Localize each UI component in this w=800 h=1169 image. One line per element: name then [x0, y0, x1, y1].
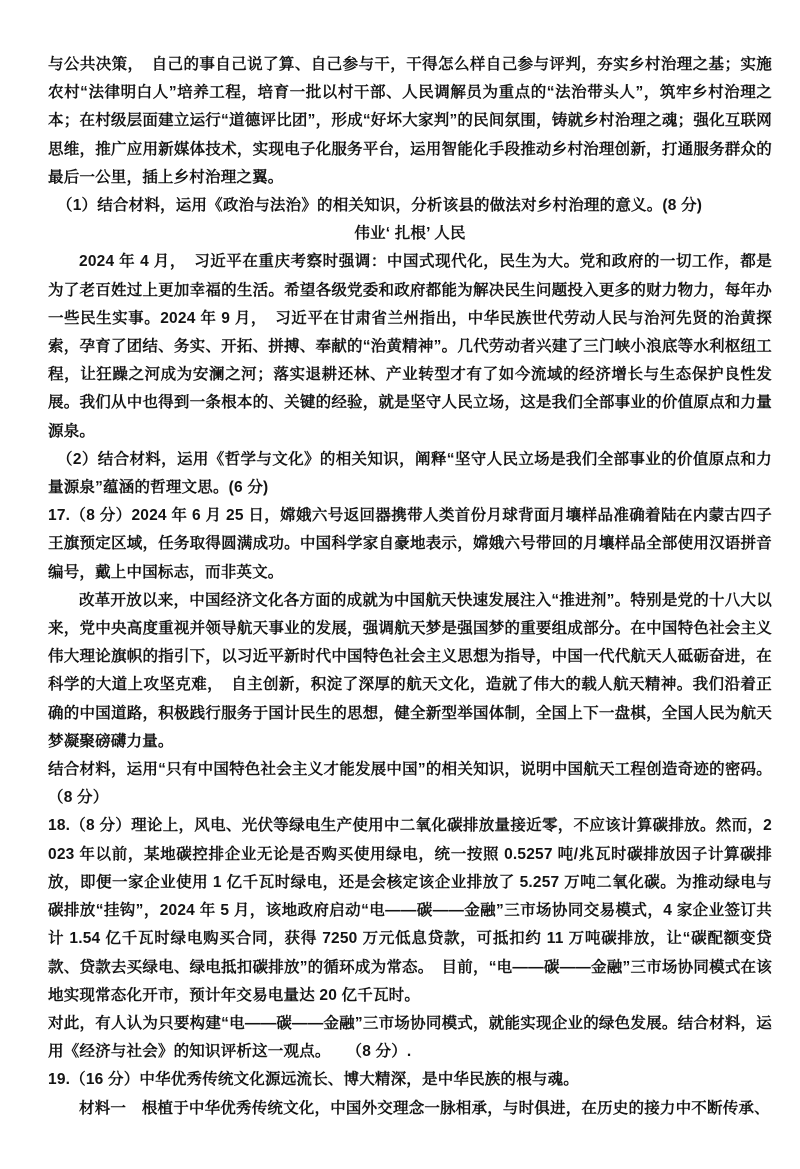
q16-sub-question-1: （1）结合材料，运用《政治与法治》的相关知识，分析该县的做法对乡村治理的意义。(8 分)	[57, 197, 703, 215]
q16-material2-paragraph: 2024 年 4 月， 习近平在重庆考察时强调：中国式现代化，民生为大。党和政府的一切工作，都是为了老百姓过上更加幸福的生活。希望各级党委和政府都能为解决民生问题投入更多的财力物力，每年办一些民生实事。2024 年 9 月， 习近平在甘肃省兰州指出，中华民族世代劳动人民与治河先贤的治黄探索，孕育了团结、务实、开拓、拼搏、奉献的“治黄精神”。几代劳动者兴建了三门峡小浪底等水利枢纽工程，让狂躁之河成为安澜之河；落实退耕还林、产业转型才有了如今流域的经济增长与生态保护良性发展。我们从中也得到一条根本的、关键的经验，就是坚守人民立场，这是我们全部事业的价值原点和力量源泉。	[48, 253, 772, 440]
q17-material-paragraph: 改革开放以来，中国经济文化各方面的成就为中国航天快速发展注入“推进剂”。特别是党的十八大以来，党中央高度重视并领导航天事业的发展，强调航天梦是强国梦的重要组成部分。在中国特色社会主义伟大理论旗帜的指引下，以习近平新时代中国特色社会主义思想为指导，中国一代代航天人砥砺奋进，在科学的大道上攻坚克难， 自主创新，积淀了深厚的航天文化，造就了伟大的载人航天精神。我们沿着正确的中国道路，积极践行服务于国计民生的思想，健全新型举国体制，全国上下一盘棋，全国人民为航天梦凝聚磅礴力量。	[48, 591, 772, 750]
q16-material2-heading: 伟业‘ 扎根’ 人民	[354, 225, 466, 243]
q18-intro-paragraph: 18.（8 分）理论上，风电、光伏等绿电生产使用中二氧化碳排放量接近零，不应该计算碳排放。然而，2023 年以前，某地碳控排企业无论是否购买使用绿电，统一按照 0.5257 吨/兆瓦时碳排放因子计算碳排放，即便一家企业使用 1 亿千瓦时绿电，还是会核定该企业排放了 5.257 万吨二氧化碳。为推动绿电与碳排放“挂钩”，2024 年 5 月，该地政府启动“电——碳——金融”三市场协同交易模式，4 家企业签订共计 1.54 亿千瓦时绿电购买合同，获得 7250 万元低息贷款，可抵扣约 11 万吨碳排放，让“碳配额变贷款、贷款去买绿电、绿电抵扣碳排放”的循环成为常态。 目前，“电——碳——金融”三市场协同模式在该地实现常态化开市，预计年交易电量达 20 亿千瓦时。	[48, 817, 772, 1004]
exam-text-column	[48, 51, 772, 1123]
q17-intro-paragraph: 17.（8 分）2024 年 6 月 25 日，嫦娥六号返回器携带人类首份月球背面月壤样品准确着陆在内蒙古四子王旗预定区域，任务取得圆满成功。中国科学家自豪地表示，嫦娥六号带回的月壤样品全部使用汉语拼音编号，戴上中国标志，而非英文。	[48, 507, 772, 581]
q19-material-one-paragraph: 材料一 根植于中华优秀传统文化，中国外交理念一脉相承，与时俱进，在历史的接力中不断传承、	[79, 1099, 770, 1117]
q16-sub-question-2: （2）结合材料，运用《哲学与文化》的相关知识，阐释“坚守人民立场是我们全部事业的价值原点和力量源泉”蕴涵的哲理文思。(6 分)	[48, 450, 772, 497]
q19-intro-paragraph: 19.（16 分）中华优秀传统文化源远流长、博大精深，是中华民族的根与魂。	[48, 1071, 579, 1089]
q17-task-paragraph: 结合材料，运用“只有中国特色社会主义才能发展中国”的相关知识，说明中国航天工程创造奇迹的密码。（8 分）	[48, 761, 772, 807]
q16-material1-continued-paragraph: 与公共决策， 自己的事自己说了算、自己参与干，干得怎么样自己参与评判，夯实乡村治理之基；实施农村“法律明白人”培养工程，培育一批以村干部、人民调解员为重点的“法治带头人”，筑牢乡村治理之本；在村级层面建立运行“道德评比团”，形成“好坏大家判”的民间氛围，铸就乡村治理之魂；强化互联网思维，推广应用新媒体技术，实现电子化服务平台，运用智能化手段推动乡村治理创新，打通服务群众的最后一公里，插上乡村治理之翼。	[48, 56, 772, 186]
q18-task-paragraph: 对此，有人认为只要构建“电——碳——金融”三市场协同模式，就能实现企业的绿色发展。结合材料，运用《经济与社会》的知识评析这一观点。 （8 分）.	[48, 1014, 772, 1061]
